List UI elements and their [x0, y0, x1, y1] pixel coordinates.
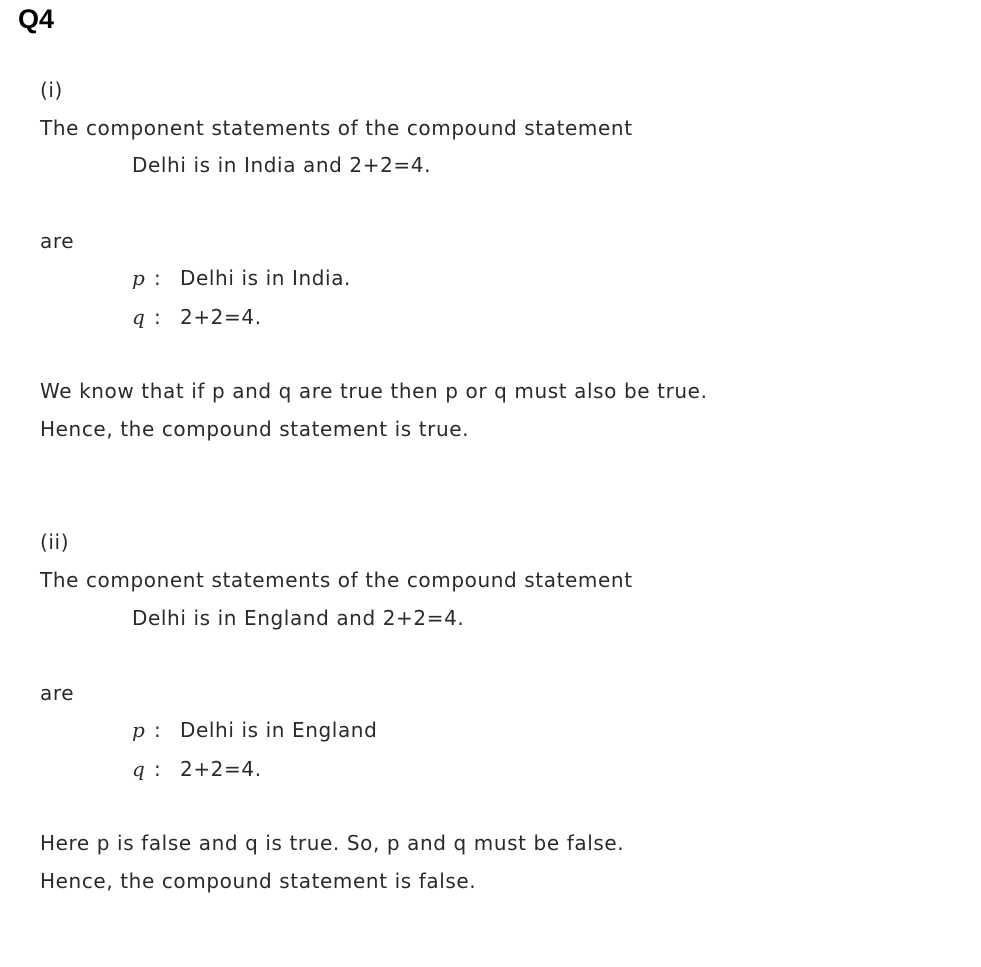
- component-q-text: 2+2=4.: [180, 757, 262, 781]
- question-number: Q4: [18, 4, 55, 34]
- part-label-i: (i): [40, 78, 63, 102]
- part-i-compound-statement: Delhi is in India and 2+2=4.: [132, 153, 432, 177]
- component-p-text: Delhi is in England: [180, 718, 378, 742]
- colon: :: [154, 305, 162, 329]
- colon: :: [154, 757, 162, 781]
- part-label-ii: (ii): [40, 530, 70, 554]
- variable-p: p: [132, 718, 146, 742]
- variable-q: q: [132, 305, 146, 329]
- variable-q: q: [132, 757, 146, 781]
- part-ii-are: are: [40, 681, 75, 705]
- part-i-intro: The component statements of the compound statement: [40, 116, 633, 140]
- component-q-text: 2+2=4.: [180, 305, 262, 329]
- part-ii-intro: The component statements of the compound statement: [40, 568, 633, 592]
- part-ii-compound-statement: Delhi is in England and 2+2=4.: [132, 606, 465, 630]
- part-i-are: are: [40, 229, 75, 253]
- part-i-conclusion-line-1: We know that if p and q are true then p or q must also be true.: [40, 379, 708, 403]
- part-ii-component-q: [132, 757, 262, 781]
- part-ii-conclusion-line-1: Here p is false and q is true. So, p and q must be false.: [40, 831, 625, 855]
- variable-p: p: [132, 266, 146, 290]
- colon: :: [154, 266, 162, 290]
- part-i-conclusion-line-2: Hence, the compound statement is true.: [40, 417, 470, 441]
- part-ii-conclusion-line-2: Hence, the compound statement is false.: [40, 869, 477, 893]
- part-i-component-p: [132, 266, 351, 290]
- part-ii-component-p: [132, 718, 377, 742]
- colon: :: [154, 718, 162, 742]
- component-p-text: Delhi is in India.: [180, 266, 352, 290]
- part-i-component-q: [132, 305, 262, 329]
